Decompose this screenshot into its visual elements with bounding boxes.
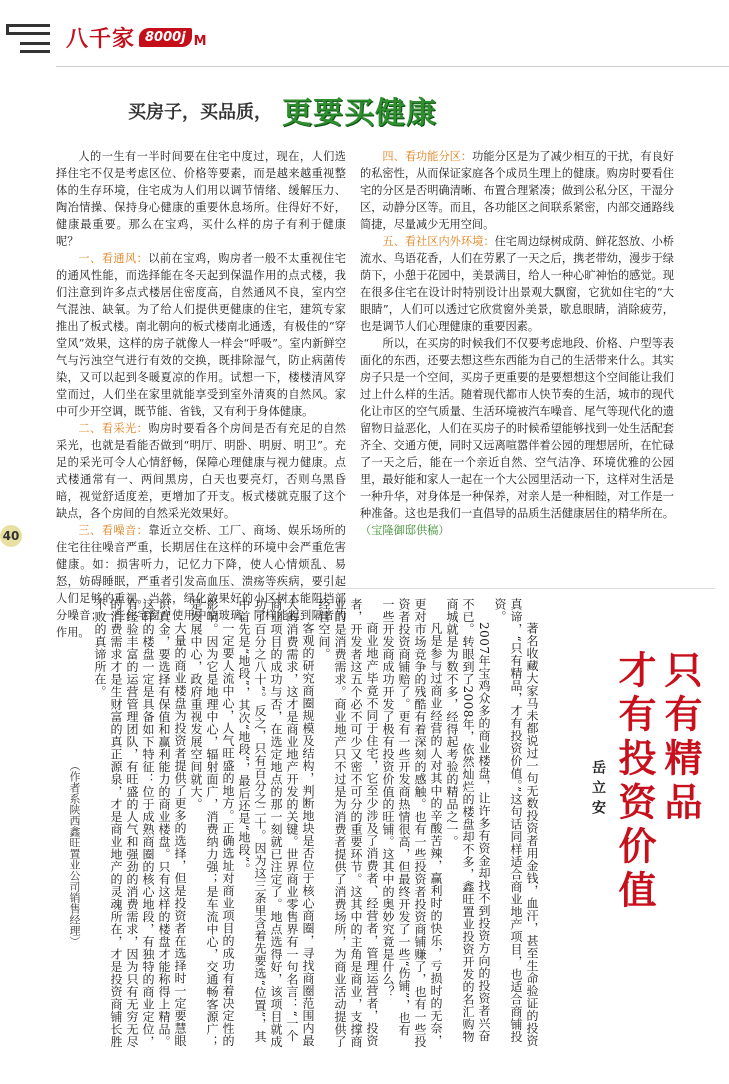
article1-section2 [56,420,346,522]
article2-p7: 大量的商业楼盘为投资者提供了更多的选择，但是投资者在选择时一定要慧眼识真金，要选择有保值和赢利能力的商业楼盘。只有这样的楼盘才能称得上精品。这样的楼盘一定是具备如下特征：位于成熟商圈的核心地段，有独特的商业定位，有经验丰富的运营管理团队，有旺盛的人气和强劲的消费需求，因为只有无穷无尽的消费需求才是生财富的真正源泉，才是商业地产的灵魂所在，才是投资商铺长胜不败的真谛所在。 [93,598,187,1048]
article1-byline: （宝隆御邸供稿） [360,524,450,537]
article2-p4: 商业地产毕竟不同于住宅，它至少涉及了消费者、经营者，管理运营者，投资者，开发者这五个必不可少又密不可分的重要环节。这其中的主角是商业，支撑商业的是消费需求。商业地产只不过是为消费者提供了消费场所，为商业活动提供了经营空间。 [317,598,379,1048]
article1-section1 [56,250,346,420]
article2-p3: 凡是参与过商业经营的人对其中的辛酸苦辣，赢利时的快乐，亏损时的无奈，更对市场竞争的残酷有着深刻的感触。也有一些投资者投资商铺赚了，也有一些投资者投资商铺赔了。更有一些开发商热情很高，但最终开发了一些“伤铺”，也有一些开发商成功开发了极有投资价值的旺铺。这其中的奥妙究竟是什么？ [381,598,443,1048]
article1-left-column [56,148,346,641]
section4-heading: 四、看功能分区： [382,150,473,163]
masthead-brand: 八千家 [66,27,136,52]
page-number: 40 [0,525,22,547]
article2-title-line1: 只有精品 [658,650,703,826]
section2-heading: 二、看采光： [78,422,149,435]
article-divider [56,588,715,589]
frame-corner-decoration [6,18,54,66]
section2-body: 购房时要看各个房间是否有充足的自然采光，也就是看能否做到“明厅、明卧、明厨、明卫”。充足的采光可令人心情舒畅，保障心理健康与视力健康。点式楼通常有一、两间黑房，白天也要亮灯，否则乌黑昏暗，视觉舒适度差，更增加了开支。板式楼就克服了这个缺点，各个房间的自然采光效果好。 [56,422,346,520]
article1-conclusion: 所以，在买房的时候我们不仅要考虑地段、价格、户型等表面化的东西，还要去想这些东西能为自己的生活带来什么。其实房子只是一个空间，买房子更重要的是要想想这个空间能让我们过上什么样的生活。随着现代都市人快节奏的生活，城市的现代化让市区的空气质量、生活环境被汽车噪音、尾气等现代化的遗留物日益恶化，人们在买房子的时候希望能够找到一处生活配套齐全、交通方便，同时又远离喧嚣伴着公园的理想居所，在忙碌了一天之后，能在一个亲近自然、空气洁净、环境优雅的公园里，最好能和家人一起在一个大公园里活动一下，这样对生活是一种升华，对身体是一种保养，对亲人是一种相睦，对工作是一种准备。这也是我们一直倡导的品质生活健康居住的精华所在。（宝隆御邸供稿） [360,337,674,537]
masthead [66,22,207,53]
section3-heading: 三、看噪音： [78,524,149,537]
article2-p1: 著名收藏大家马未都说过一句无数投资者用金钱，血汗，甚至生命验证的投资真谛，“只有精品，才有投资价值。”这句话同样适合商业地产项目，也适合商铺投资。 [493,598,539,1047]
headline [128,88,437,132]
section5-heading: 五、看社区内外环境： [382,235,495,248]
article1-section5 [360,233,674,335]
headline-main: 更要买健康 [282,96,437,131]
section3-body: 靠近立交桥、工厂、商场、娱乐场所的住宅往往噪音严重，长期居住在这样的环境中会严重危害健康。如：损害听力，记忆力下降，使人心情烦乱、易怒，妨碍睡眠，严重者引发高血压、溃疡等疾病，要引起人们足够的重视。当然，绿化效果好的小区树木能阻挡部分噪音；一些住宅窗户使用中空玻璃，同样能起到隔音的作用。 [56,524,346,639]
top-rule [56,66,729,67]
article2-p2: 2007年宝鸡众多的商业楼盘，让许多有资金却找不到投资方向的投资者兴奋不已。转眼到了2008年，依然灿烂的楼盘却不多，鑫旺置业投资开发的名汇购物商城就是为数不多，经得起考验的精品之一。 [445,598,491,1044]
article2-body [60,598,550,1048]
masthead-logo: 8000j [139,28,192,47]
section4-body: 功能分区是为了减少相互的干扰，有良好的私密性，从而保证家庭各个成员生理上的健康。购房时要看住宅的分区是否明确清晰、布置合理紧凑；做到公私分区，干湿分区，动静分区等。而且，各功能区之间联系紧密，内部交通路线简捷，尽量减少无用空间。 [360,150,674,231]
article2-author-note: （作者系陕西鑫旺置业公司销售经理） [68,760,81,947]
headline-sub: 买房子，买品质， [128,102,272,123]
masthead-logo-m: M [193,34,207,49]
article1-right-column [360,148,674,539]
section1-body: 以前在宝鸡，购房者一般不太重视住宅的通风性能，而选择能在冬天起到保温作用的点式楼，我们注意到许多点式楼居住密度高，自然通风不良，室内空气混浊、缺氧。为了给人们提供更健康的住宅，建筑专家推出了板式楼。南北朝向的板式楼南北通透，有极佳的“穿堂风”效果，这样的房子就像人一样会“呼吸”。室内新鲜空气与污浊空气进行有效的交换，既排除湿气，防止病菌传染，又可以起到冬暖夏凉的作用。试想一下，楼楼清风穿堂而过，人们坐在家里就能享受到室外清爽的自然风。家中可少开空调，既节能、省钱，又有利于身体健康。 [56,252,346,418]
section5-body: 住宅周边绿树成荫、鲜花怒放、小桥流水、鸟语花香，人们在劳累了一天之后，携老带幼，漫步于绿荫下，小憩于花园中，美景满目，给人一种心旷神怡的感觉。现在很多住宅在设计时特别设计出景观大飘窗，它犹如住宅的“大眼睛”，人们可以透过它欣赏窗外美景，歇息眼睛，消除疲劳，也是调节人们心理健康的重要因素。 [360,235,674,333]
article1-intro: 人的一生有一半时间要在住宅中度过，现在，人们选择住宅不仅是考虑区位、价格等要素，而是越来越重视整体的生存环境，住宅成为人们用以调节情绪、缓解压力、陶冶情操、保持身心健康的重要休息场所。住得好不好，健康最重要。那么在宝鸡，买什么样的房子有利于健康呢？ [56,150,346,248]
article2-p6: 一定要人流中心，人气旺盛的地方。正确选址对商业项目的成功有着决定性的影响。因为它是地理中心，辐射面广，消费纳力强；是车流中心，交通畅客源广；是发展中心，政府重视发展空间就大。 [189,598,235,1048]
article2-p5: 客观的研究商圈规模及结构，判断地块是否位于核心商圈，寻找商圈范围内最大的消费需求，这才是商业地产开发的关键。世界商业零售界有一句名言：“一个商业项目的成功与否，在选定地点的那一刻就已注定了。地点选得好，该项目就成功了百分之八十”。反之，只有百分之二十。因为这三条里含着先要选“位置”，其中首先是“地段”，其次“地段”，最后还是“地段”。 [237,598,315,1048]
section1-heading: 一、看通风： [78,252,149,265]
article2-author: 岳立安 [590,760,606,820]
article2-text [60,598,540,1048]
article1-section4 [360,148,674,233]
article2-title-line2: 才有投资价值 [612,650,657,914]
